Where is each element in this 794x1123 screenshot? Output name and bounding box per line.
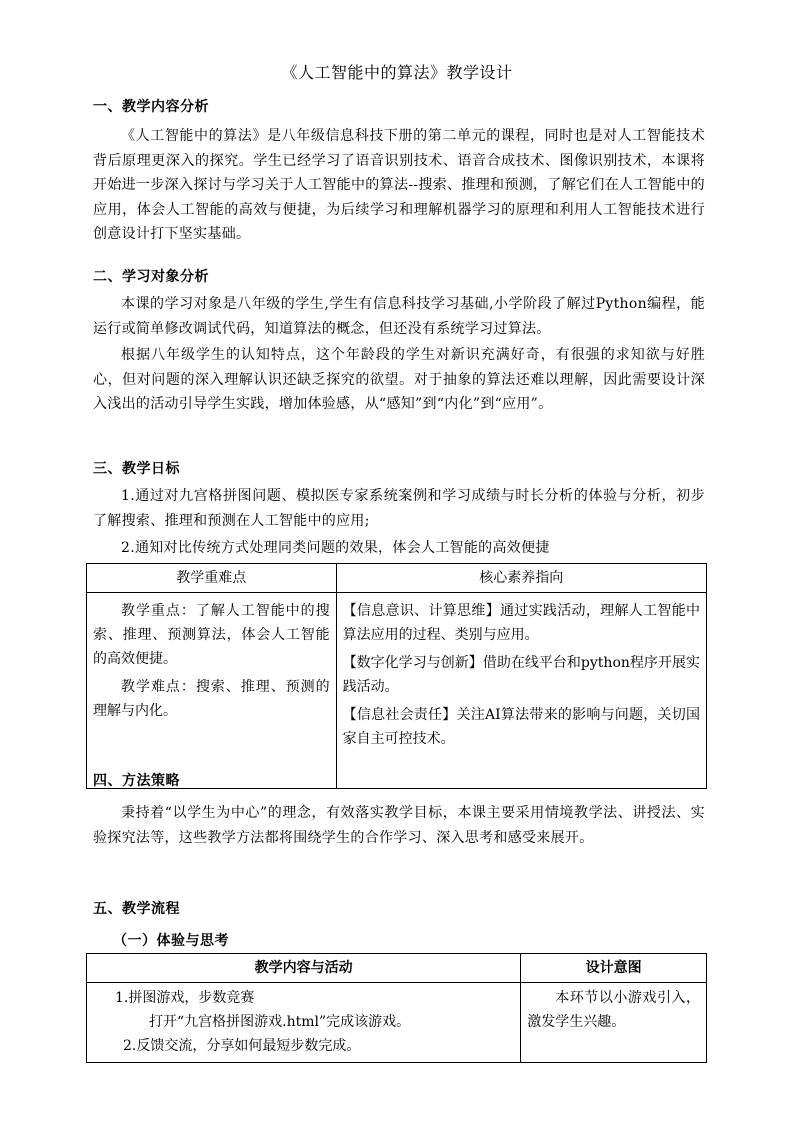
table-header-core-literacy: 核心素养指向	[336, 564, 706, 593]
teaching-difficulty: 教学难点：搜索、推理、预测的理解与内化。	[93, 679, 330, 719]
teaching-goal-1: 1.通过对九宫格拼图问题、模拟医专家系统案例和学习成绩与时长分析的体验与分析，初步了解搜索、推理和预测在人工智能中的应用;	[93, 488, 705, 529]
teaching-process-table	[86, 953, 707, 1063]
activity-line-3: 2.反馈交流，分享如何最短步数完成。	[123, 1038, 361, 1054]
activity-line-2: 打开“九宫格拼图游戏.html”完成该游戏。	[149, 1014, 411, 1030]
teaching-focus: 教学重点：了解人工智能中的搜索、推理、预测算法，体会人工智能的高效便捷。	[93, 603, 330, 667]
section-heading-teaching-process: 五、教学流程	[93, 901, 180, 917]
learner-analysis-paragraph-2: 根据八年级学生的认知特点，这个年龄段的学生对新识充满好奇，有很强的求知欲与好胜心，但对问题的深入理解认识还缺乏探究的欲望。对于抽象的算法还难以理解，因此需要设计深入浅出的活动引导学生实践，增加体验感，从“感知”到“内化”到“应用”。	[93, 347, 705, 412]
literacy-digital-learning: 【数字化学习与创新】借助在线平台和python程序开展实践活动。	[342, 655, 700, 695]
section-heading-teaching-goals: 三、教学日标	[93, 461, 180, 477]
literacy-info-awareness: 【信息意识、计算思维】通过实践活动，理解人工智能中算法应用的过程、类别与应用。	[342, 603, 700, 643]
section-heading-learner-analysis: 二、学习对象分析	[93, 269, 209, 285]
activities-cell	[87, 983, 521, 1063]
table-header-key-points: 教学重难点	[87, 564, 337, 593]
subsection-experience-thinking: （一）体验与思考	[113, 933, 229, 949]
core-literacy-cell	[336, 593, 706, 789]
methods-paragraph: 秉持着“以学生为中心”的理念，有效落实教学目标，本课主要采用情境教学法、讲授法、实验探究法等，这些教学方法都将围绕学生的合作学习、深入思考和感受来展开。	[93, 805, 705, 846]
key-points-table	[86, 563, 707, 789]
table-header-activities: 教学内容与活动	[87, 954, 521, 983]
table-header-design-intent: 设计意图	[521, 954, 707, 983]
content-analysis-paragraph: 《人工智能中的算法》是八年级信息科技下册的第二单元的课程，同时也是对人工智能技术背后原理更深入的探究。学生已经学习了语音识别技术、语音合成技术、图像识别技术，本课将开始进一步深入探讨与学习关于人工智能中的算法--搜索、推理和预测，了解它们在人工智能中的应用，体会人工智能的高效与便捷，为后续学习和理解机器学习的原理和利用人工智能技术进行创意设计打下坚实基础。	[93, 128, 705, 242]
teaching-goal-2: 2.通知对比传统方式处理同类问题的效果，体会人工智能的高效便捷	[121, 540, 550, 556]
learner-analysis-paragraph-1: 本课的学习对象是八年级的学生,学生有信息科技学习基础,小学阶段了解过Python编程，能运行或简单修改调试代码，知道算法的概念，但还没有系统学习过算法。	[93, 296, 705, 337]
design-intent-cell	[521, 983, 707, 1063]
key-points-cell	[87, 593, 337, 789]
activity-line-1: 1.拼图游戏，步数竞赛	[115, 990, 255, 1006]
section-heading-content-analysis: 一、教学内容分析	[93, 99, 209, 115]
design-intent-text: 本环节以小游戏引入，激发学生兴趣。	[527, 990, 700, 1030]
literacy-social-responsibility: 【信息社会责任】关注AI算法带来的影响与问题，关切国家自主可控技术。	[342, 707, 700, 747]
section-heading-methods: 四、方法策略	[93, 773, 180, 789]
document-title: 《人工智能中的算法》教学设计	[281, 63, 513, 82]
